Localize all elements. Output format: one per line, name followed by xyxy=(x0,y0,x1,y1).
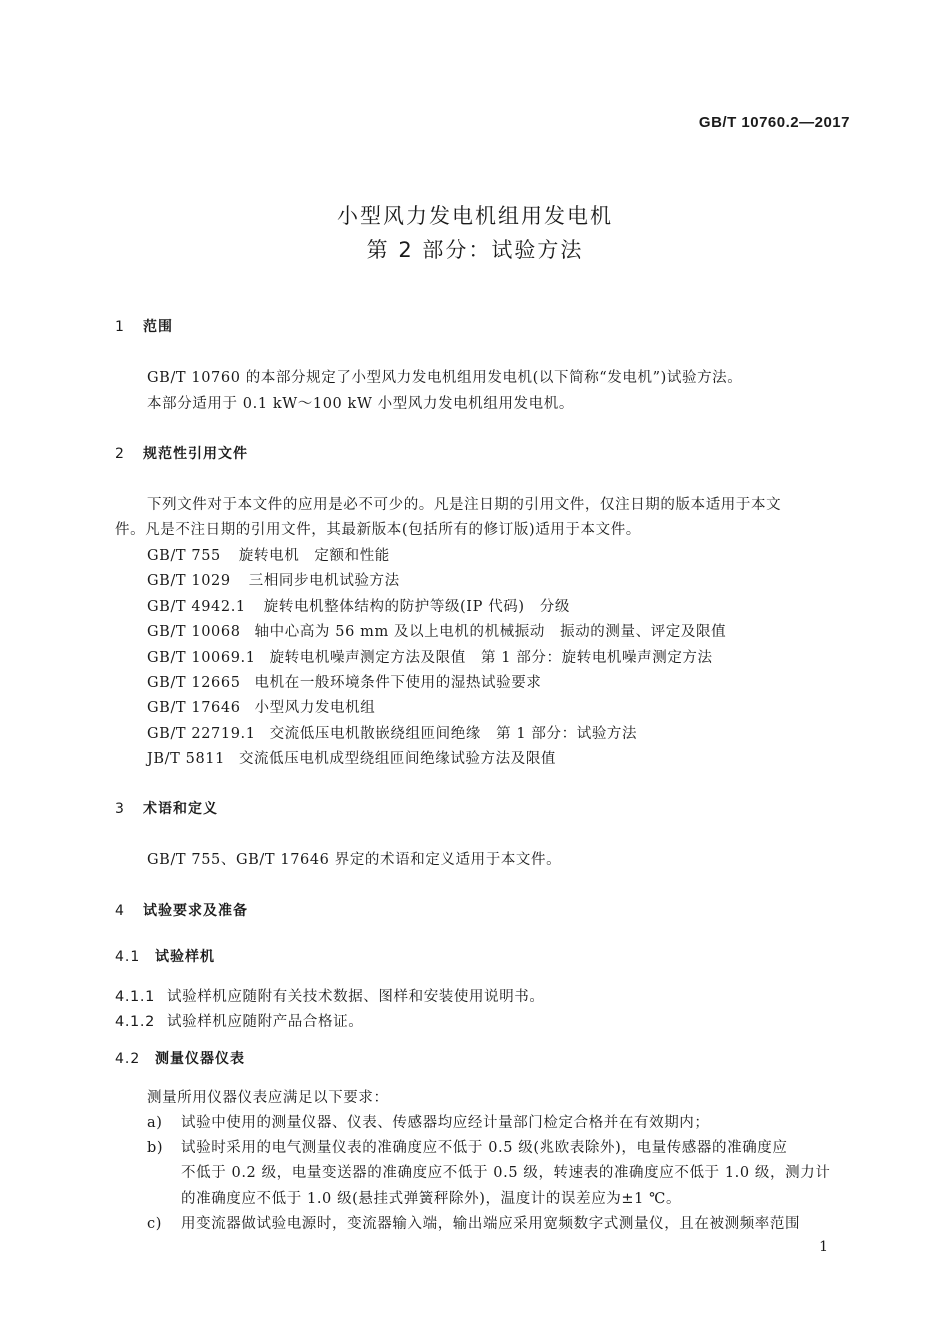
reference-title: 旋转电机整体结构的防护等级(IP 代码) 分级 xyxy=(263,599,570,615)
paragraph: 下列文件对于本文件的应用是必不可少的。凡是注日期的引用文件，仅注日期的版本适用于本文 xyxy=(147,497,782,513)
clause-text: 试验样机应随附产品合格证。 xyxy=(167,1014,364,1030)
section-number: 2 xyxy=(115,446,125,462)
section-2-heading xyxy=(115,443,248,463)
reference-item xyxy=(147,646,713,667)
reference-item xyxy=(147,569,400,590)
reference-item xyxy=(147,544,390,565)
paragraph-continuation: 件。凡是不注日期的引用文件，其最新版本(包括所有的修订版)适用于本文件。 xyxy=(115,522,641,538)
reference-title: 轴中心高为 56 mm 及以上电机的机械振动 振动的测量、评定及限值 xyxy=(254,624,727,640)
document-subtitle: 第 2 部分：试验方法 xyxy=(366,238,584,262)
reference-title: 交流低压电机成型绕组匝间绝缘试验方法及限值 xyxy=(238,751,557,767)
reference-code: GB/T 10069.1 xyxy=(147,650,256,666)
paragraph: GB/T 10760 的本部分规定了小型风力发电机组用发电机(以下简称“发电机”)试验方法。 xyxy=(147,370,743,386)
reference-code: GB/T 22719.1 xyxy=(147,726,256,742)
reference-title: 小型风力发电机组 xyxy=(254,700,376,716)
list-label: a) xyxy=(147,1115,163,1131)
section-title: 试验要求及准备 xyxy=(143,903,248,919)
reference-title: 旋转电机噪声测定方法及限值 第 1 部分：旋转电机噪声测定方法 xyxy=(269,650,713,666)
reference-code: GB/T 12665 xyxy=(147,675,241,691)
reference-item xyxy=(147,671,541,692)
clause-4-1-2 xyxy=(115,1010,363,1031)
reference-item xyxy=(147,722,637,743)
list-item-b xyxy=(147,1136,788,1157)
reference-code: GB/T 17646 xyxy=(147,700,241,716)
section-number: 1 xyxy=(115,319,125,335)
section-4-heading xyxy=(115,900,248,920)
list-text: 试验中使用的测量仪器、仪表、传感器均应经计量部门检定合格并在有效期内； xyxy=(181,1115,710,1131)
reference-item xyxy=(147,595,570,616)
subsection-4-2-heading xyxy=(115,1048,245,1068)
section-title: 术语和定义 xyxy=(143,801,218,817)
paragraph: 本部分适用于 0.1 kW～100 kW 小型风力发电机组用发电机。 xyxy=(147,396,574,412)
reference-code: JB/T 5811 xyxy=(147,751,225,767)
list-text: 试验时采用的电气测量仪表的准确度应不低于 0.5 级(兆欧表除外)，电量传感器的准确度应 xyxy=(181,1140,788,1156)
reference-title: 交流低压电机散嵌绕组匝间绝缘 第 1 部分：试验方法 xyxy=(269,726,638,742)
section-number: 4 xyxy=(115,903,125,919)
reference-item xyxy=(147,620,726,641)
section-number: 4.2 xyxy=(115,1051,141,1067)
list-item-b-continuation: 不低于 0.2 级，电量变送器的准确度应不低于 0.5 级，转速表的准确度应不低于 1.0 级，测力计 xyxy=(181,1165,831,1181)
page-number: 1 xyxy=(819,1239,828,1255)
list-label: c) xyxy=(147,1216,162,1232)
list-item-c xyxy=(147,1212,800,1233)
section-3-heading xyxy=(115,798,218,818)
section-number: 3 xyxy=(115,801,125,817)
standard-number: GB/T 10760.2—2017 xyxy=(698,114,850,131)
reference-title: 旋转电机 定额和性能 xyxy=(238,548,390,564)
reference-code: GB/T 4942.1 xyxy=(147,599,246,615)
list-text: 用变流器做试验电源时，变流器输入端，输出端应采用宽频数字式测量仪，且在被测频率范围 xyxy=(181,1216,801,1232)
list-item-b-continuation: 的准确度应不低于 1.0 级(悬挂式弹簧秤除外)，温度计的误差应为±1 ℃。 xyxy=(181,1191,682,1207)
section-title: 测量仪器仪表 xyxy=(155,1051,245,1067)
reference-title: 电机在一般环境条件下使用的湿热试验要求 xyxy=(254,675,542,691)
reference-code: GB/T 755 xyxy=(147,548,221,564)
section-title: 规范性引用文件 xyxy=(143,446,248,462)
reference-code: GB/T 1029 xyxy=(147,573,231,589)
clause-number: 4.1.1 xyxy=(115,989,155,1005)
clause-text: 试验样机应随附有关技术数据、图样和安装使用说明书。 xyxy=(167,989,545,1005)
list-label: b) xyxy=(147,1140,164,1156)
section-title: 范围 xyxy=(143,319,173,335)
paragraph: 测量所用仪器仪表应满足以下要求： xyxy=(147,1090,389,1106)
reference-item xyxy=(147,696,375,717)
clause-number: 4.1.2 xyxy=(115,1014,155,1030)
document-title: 小型风力发电机组用发电机 xyxy=(337,204,613,228)
reference-code: GB/T 10068 xyxy=(147,624,241,640)
section-title: 试验样机 xyxy=(155,949,215,965)
clause-4-1-1 xyxy=(115,985,545,1006)
reference-title: 三相同步电机试验方法 xyxy=(248,573,400,589)
list-item-a xyxy=(147,1111,710,1132)
subsection-4-1-heading xyxy=(115,946,215,966)
reference-item xyxy=(147,747,556,768)
section-1-heading xyxy=(115,316,173,336)
section-number: 4.1 xyxy=(115,949,141,965)
paragraph: GB/T 755、GB/T 17646 界定的术语和定义适用于本文件。 xyxy=(147,852,562,868)
